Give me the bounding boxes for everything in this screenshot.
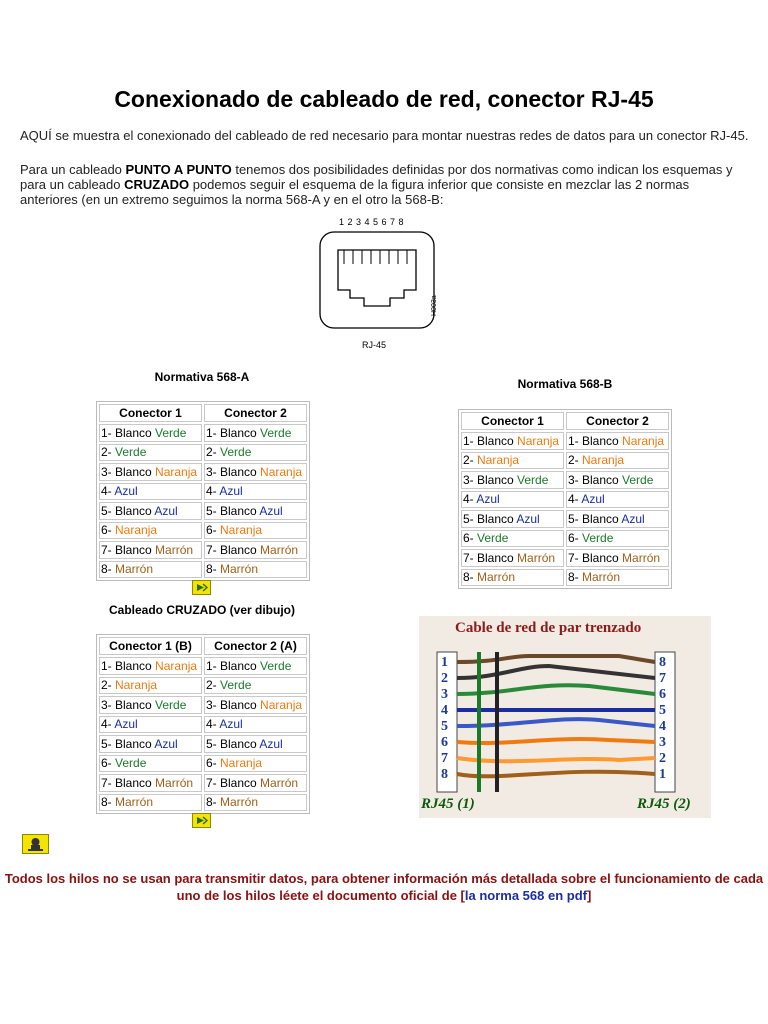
wire-color: Naranja: [115, 678, 158, 693]
table-cell: [99, 657, 202, 675]
table-cell: [461, 530, 564, 548]
wire-color: Marrón: [582, 570, 621, 585]
cable-image-title: Cable de red de par trenzado: [455, 620, 642, 636]
table-cell: [204, 463, 307, 481]
left-pin-label: 1: [441, 655, 448, 670]
pin-number: 6-: [568, 531, 583, 546]
pin-number: 1- Blanco: [101, 658, 156, 673]
wire-color: Verde: [155, 697, 187, 712]
table-cell: [204, 716, 307, 734]
wire-color: Verde: [220, 445, 252, 460]
wire-color: Azul: [476, 492, 500, 507]
table-cell: [99, 755, 202, 773]
pin-number: 8-: [101, 795, 116, 810]
pin-number: 1- Blanco: [463, 433, 518, 448]
pin-number: 2-: [101, 678, 116, 693]
table-row: [99, 657, 307, 675]
pin-number: 7- Blanco: [101, 542, 156, 557]
pin-number: 7- Blanco: [101, 775, 156, 790]
wire-color: Azul: [154, 503, 178, 518]
table-row: [461, 510, 669, 528]
right-pin-label: 6: [659, 687, 666, 702]
table-cell: [461, 452, 564, 470]
cable-drawing: [419, 616, 711, 818]
table-cell: [99, 677, 202, 695]
pin-number: 3- Blanco: [206, 464, 261, 479]
table-row: [461, 491, 669, 509]
pin-number: 2-: [568, 453, 583, 468]
wire-color: Azul: [259, 503, 283, 518]
pin-number: 4-: [206, 484, 220, 499]
table-row: [99, 794, 307, 812]
table-cell: [99, 522, 202, 540]
table-cell: [461, 471, 564, 489]
wire-color: Naranja: [622, 433, 665, 448]
table-cell: [566, 530, 669, 548]
cable-image: [419, 616, 711, 818]
wire-color: Verde: [582, 531, 614, 546]
cable-right-label: RJ45 (2): [637, 796, 691, 812]
table-cell: [461, 549, 564, 567]
pin-number: 3- Blanco: [206, 697, 261, 712]
pin-number: 6-: [101, 756, 116, 771]
caption-568a: Normativa 568-A: [154, 370, 250, 384]
column-header: Conector 2 (A): [204, 637, 307, 655]
wire-color: Marrón: [622, 550, 661, 565]
arrow-right-icon[interactable]: [192, 580, 211, 595]
table-row: [99, 522, 307, 540]
pin-number: 1- Blanco: [101, 425, 156, 440]
footer-bracket: ]: [586, 888, 592, 903]
table-row: [99, 696, 307, 714]
table-cell: [566, 569, 669, 587]
intro-paragraph-2: [20, 162, 750, 207]
wire-color: Naranja: [220, 756, 263, 771]
left-pin-label: 2: [441, 671, 448, 686]
wire-color: Verde: [115, 756, 147, 771]
pin-number: 8-: [568, 570, 583, 585]
intro-text: Para un cableado: [20, 162, 126, 177]
table-cell: [566, 549, 669, 567]
pin-number: 5- Blanco: [206, 503, 260, 518]
table-row: [99, 502, 307, 520]
table-cell: [204, 522, 307, 540]
right-pin-label: 1: [659, 767, 666, 782]
right-pin-label: 7: [659, 671, 666, 686]
caption-568b: Normativa 568-B: [517, 377, 613, 391]
table-cell: [204, 794, 307, 812]
table-cell: [99, 774, 202, 792]
wire-color: Azul: [219, 484, 243, 499]
right-pin-label: 3: [659, 735, 666, 750]
pin-number: 7- Blanco: [206, 775, 261, 790]
table-cell: [461, 510, 564, 528]
table-cell: [99, 502, 202, 520]
table-row: [99, 716, 307, 734]
wire-color: Marrón: [260, 775, 299, 790]
table-row: [461, 471, 669, 489]
pin-number: 6-: [206, 523, 221, 538]
table-row: [99, 424, 307, 442]
wire-color: Verde: [622, 472, 654, 487]
wire-color: Verde: [220, 678, 252, 693]
table-row: [461, 569, 669, 587]
table-cell: [99, 444, 202, 462]
table-row: [99, 483, 307, 501]
pin-number: 6-: [101, 523, 116, 538]
pin-number: 8-: [101, 562, 116, 577]
rj45-connector-drawing: [318, 216, 458, 356]
table-cell: [461, 432, 564, 450]
table-row: [461, 530, 669, 548]
table-cell: [204, 735, 307, 753]
intro-bold-punto: PUNTO A PUNTO: [125, 162, 232, 177]
pin-number: 4-: [206, 717, 220, 732]
wire-color: Marrón: [115, 795, 154, 810]
wire-color: Marrón: [517, 550, 556, 565]
table-row: [99, 774, 307, 792]
intro-paragraph-1: AQUÍ se muestra el conexionado del cableado de red necesario para montar nuestras redes de datos para un conector RJ-45.: [20, 128, 749, 143]
table-row: [99, 463, 307, 481]
left-pin-label: 4: [441, 703, 448, 718]
wire-color: Naranja: [477, 453, 520, 468]
pin-number: 4-: [463, 492, 477, 507]
table-cell: [204, 502, 307, 520]
table-568a: [96, 401, 310, 581]
wire-color: Marrón: [220, 795, 259, 810]
pin-number: 6-: [463, 531, 478, 546]
wire-color: Marrón: [115, 562, 154, 577]
table-cell: [99, 696, 202, 714]
wire-color: Naranja: [582, 453, 625, 468]
table-cell: [99, 463, 202, 481]
wire-color: Verde: [477, 531, 509, 546]
table-cell: [99, 735, 202, 753]
wire-color: Azul: [154, 736, 178, 751]
pin-number: 6-: [206, 756, 221, 771]
pin-number: 5- Blanco: [101, 736, 155, 751]
wire-color: Azul: [219, 717, 243, 732]
wire-color: Azul: [621, 511, 645, 526]
pin-number: 1- Blanco: [568, 433, 623, 448]
table-cell: [204, 424, 307, 442]
table-cell: [461, 491, 564, 509]
home-icon[interactable]: [22, 834, 49, 854]
table-cell: [461, 569, 564, 587]
rj45-diagram: [318, 216, 458, 356]
arrow-right-icon[interactable]: [192, 813, 211, 828]
wire-color: Azul: [114, 717, 138, 732]
wire-color: Naranja: [260, 464, 303, 479]
table-cell: [204, 541, 307, 559]
table-row: [461, 432, 669, 450]
column-header: Conector 2: [566, 412, 669, 430]
pin-number: 1- Blanco: [206, 425, 261, 440]
intro-bold-cruzado: CRUZADO: [124, 177, 190, 192]
rj45-label: RJ-45: [362, 340, 387, 350]
rj45-code: H003a: [431, 295, 438, 316]
table-row: [99, 561, 307, 579]
pin-number: 7- Blanco: [463, 550, 518, 565]
caption-cruzado: Cableado CRUZADO (ver dibujo): [108, 603, 295, 617]
right-pin-label: 2: [659, 751, 666, 766]
table-cell: [99, 716, 202, 734]
table-row: [99, 735, 307, 753]
column-header: Conector 1: [99, 404, 202, 422]
wire-color: Verde: [260, 425, 292, 440]
table-cell: [99, 561, 202, 579]
wire-color: Naranja: [220, 523, 263, 538]
pin-number: 8-: [463, 570, 478, 585]
table-568b: [458, 409, 672, 589]
rj45-pin-numbers: 1 2 3 4 5 6 7 8: [339, 217, 405, 227]
table-cell: [204, 561, 307, 579]
table-cell: [566, 510, 669, 528]
table-cell: [566, 452, 669, 470]
left-pin-label: 7: [441, 751, 448, 766]
table-cell: [99, 794, 202, 812]
pin-number: 2-: [206, 678, 221, 693]
pin-number: 4-: [101, 484, 115, 499]
table-cell: [204, 696, 307, 714]
intro-text: podemos seguir el esquema de la figura inferior que consiste en mezclar las 2 normas anteriores (en un extremo seguimos la norma 568-A y en el otro la 568-B:: [20, 177, 690, 207]
wire-color: Verde: [517, 472, 549, 487]
pin-number: 2-: [206, 445, 221, 460]
pin-number: 3- Blanco: [101, 464, 156, 479]
column-header: Conector 1 (B): [99, 637, 202, 655]
pin-number: 2-: [101, 445, 116, 460]
pin-number: 2-: [463, 453, 478, 468]
table-cell: [99, 541, 202, 559]
pin-number: 3- Blanco: [101, 697, 156, 712]
intro-text: tenemos dos posibilidades definidas por dos normativas como indican los esquemas y para un cableado: [20, 162, 733, 192]
wire-color: Azul: [581, 492, 605, 507]
page-title: Conexionado de cableado de red, conector RJ-45: [114, 86, 654, 112]
wire-color: Naranja: [155, 658, 198, 673]
table-row: [461, 549, 669, 567]
right-pin-label: 5: [659, 703, 666, 718]
wire-color: Marrón: [260, 542, 299, 557]
wire-color: Verde: [155, 425, 187, 440]
wire-color: Verde: [260, 658, 292, 673]
wire-color: Marrón: [477, 570, 516, 585]
pin-number: 3- Blanco: [463, 472, 518, 487]
left-pin-label: 6: [441, 735, 448, 750]
table-cell: [204, 483, 307, 501]
pin-number: 3- Blanco: [568, 472, 623, 487]
pin-number: 5- Blanco: [101, 503, 155, 518]
pin-number: 7- Blanco: [206, 542, 261, 557]
table-cell: [204, 657, 307, 675]
wire-color: Azul: [516, 511, 540, 526]
table-cell: [566, 491, 669, 509]
left-pin-label: 5: [441, 719, 448, 734]
table-cell: [204, 774, 307, 792]
pin-number: 4-: [568, 492, 582, 507]
wire-color: Naranja: [260, 697, 303, 712]
wire-color: Verde: [115, 445, 147, 460]
table-cell: [566, 471, 669, 489]
table-cell: [99, 424, 202, 442]
pin-number: 8-: [206, 795, 221, 810]
pin-number: 5- Blanco: [463, 511, 517, 526]
wire-color: Marrón: [155, 542, 194, 557]
footer-text: Todos los hilos no se usan para transmitir datos, para obtener información más detallada sobre el funcionamiento de cada uno de los hilos léete el documento oficial de [: [4, 871, 764, 903]
pin-number: 7- Blanco: [568, 550, 623, 565]
table-cruzado: [96, 634, 310, 814]
table-row: [461, 452, 669, 470]
wire-color: Azul: [259, 736, 283, 751]
wire-color: Marrón: [220, 562, 259, 577]
table-cell: [566, 432, 669, 450]
table-row: [99, 677, 307, 695]
wire-color: Marrón: [155, 775, 194, 790]
table-cell: [204, 444, 307, 462]
wire-color: Azul: [114, 484, 138, 499]
pin-number: 4-: [101, 717, 115, 732]
left-pin-label: 8: [441, 767, 448, 782]
right-pin-label: 8: [659, 655, 666, 670]
table-cell: [204, 755, 307, 773]
column-header: Conector 1: [461, 412, 564, 430]
table-cell: [204, 677, 307, 695]
pin-number: 1- Blanco: [206, 658, 261, 673]
wire-color: Naranja: [155, 464, 198, 479]
footer-note: [0, 870, 768, 904]
column-header: Conector 2: [204, 404, 307, 422]
table-row: [99, 541, 307, 559]
pin-number: 8-: [206, 562, 221, 577]
norma-568-pdf-link[interactable]: la norma 568 en pdf: [464, 888, 587, 903]
wire-color: Naranja: [115, 523, 158, 538]
table-row: [99, 444, 307, 462]
table-cell: [99, 483, 202, 501]
cable-left-label: RJ45 (1): [421, 796, 475, 812]
right-pin-label: 4: [659, 719, 666, 734]
left-pin-label: 3: [441, 687, 448, 702]
pin-number: 5- Blanco: [206, 736, 260, 751]
table-row: [99, 755, 307, 773]
wire-color: Naranja: [517, 433, 560, 448]
pin-number: 5- Blanco: [568, 511, 622, 526]
